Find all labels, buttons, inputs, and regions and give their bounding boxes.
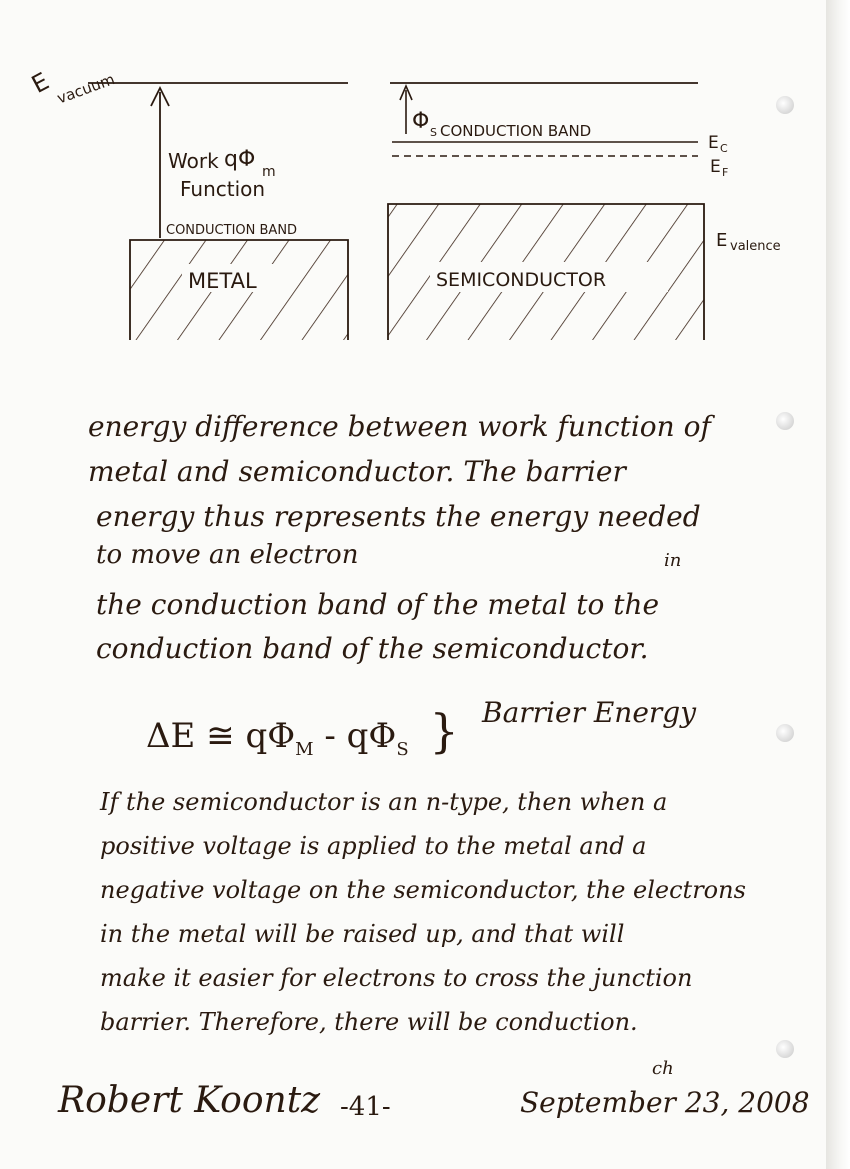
- para2-line3: negative voltage on the semiconductor, the electrons: [100, 876, 746, 904]
- equation-mid: - qΦ: [313, 716, 397, 756]
- semi-label: SEMICONDUCTOR: [436, 269, 607, 291]
- evalence-label: E: [716, 230, 728, 251]
- para1-line3: energy thus represents the energy needed: [96, 500, 701, 533]
- metal-conduction-band-label: CONDUCTION BAND: [166, 223, 298, 238]
- semi-phi-symbol: Φ: [412, 109, 430, 134]
- ef-label: E: [710, 157, 721, 177]
- equation-sub-s: S: [396, 738, 409, 760]
- metal-label: METAL: [188, 269, 257, 293]
- signature: Robert Koontz: [58, 1080, 321, 1121]
- page-edge: [826, 0, 850, 1169]
- para1-insert: in: [664, 550, 682, 571]
- para2-line6: barrier. Therefore, there will be conduction.: [100, 1008, 638, 1036]
- para1-line5: the conduction band of the metal to the: [96, 588, 660, 621]
- ef-sub: F: [722, 166, 729, 179]
- ec-sub: C: [720, 142, 728, 155]
- barrier-energy-label: Barrier Energy: [482, 696, 697, 729]
- semi-conduction-band-label: CONDUCTION BAND: [440, 122, 592, 140]
- binder-hole: [776, 412, 794, 430]
- work-label: Work: [168, 149, 219, 173]
- page-number: -41-: [340, 1092, 391, 1122]
- evalence-sub: valence: [730, 239, 781, 254]
- para2-line4: in the metal will be raised up, and that will: [100, 920, 625, 948]
- para2-line1: If the semiconductor is an n-type, then when a: [100, 788, 668, 816]
- para2-line2: positive voltage is applied to the metal and a: [100, 832, 647, 860]
- binder-hole: [776, 724, 794, 742]
- band-diagram: [0, 0, 826, 360]
- equation-sub-m: M: [295, 738, 314, 760]
- work-symbol-sub: m: [262, 164, 276, 180]
- date-superscript: ch: [652, 1058, 674, 1079]
- function-label: Function: [180, 177, 266, 201]
- e-vacuum-sub: vacuum: [54, 70, 118, 108]
- barrier-equation: [146, 704, 459, 760]
- equation-left: ΔE ≅ qΦ: [146, 716, 296, 756]
- para1-line2: metal and semiconductor. The barrier: [88, 455, 626, 488]
- e-vacuum-label: E: [27, 67, 54, 99]
- work-symbol: qΦ: [224, 147, 256, 172]
- ec-label: E: [708, 133, 719, 153]
- para2-line5: make it easier for electrons to cross the junction: [100, 964, 693, 992]
- para1-line4: to move an electron: [96, 540, 359, 570]
- date: September 23, 2008: [520, 1086, 810, 1119]
- para1-line6: conduction band of the semiconductor.: [96, 632, 649, 665]
- equation-brace: }: [429, 704, 459, 758]
- semi-phi-sub: S: [430, 126, 437, 139]
- para1-line1: energy difference between work function of: [88, 410, 711, 443]
- binder-hole: [776, 1040, 794, 1058]
